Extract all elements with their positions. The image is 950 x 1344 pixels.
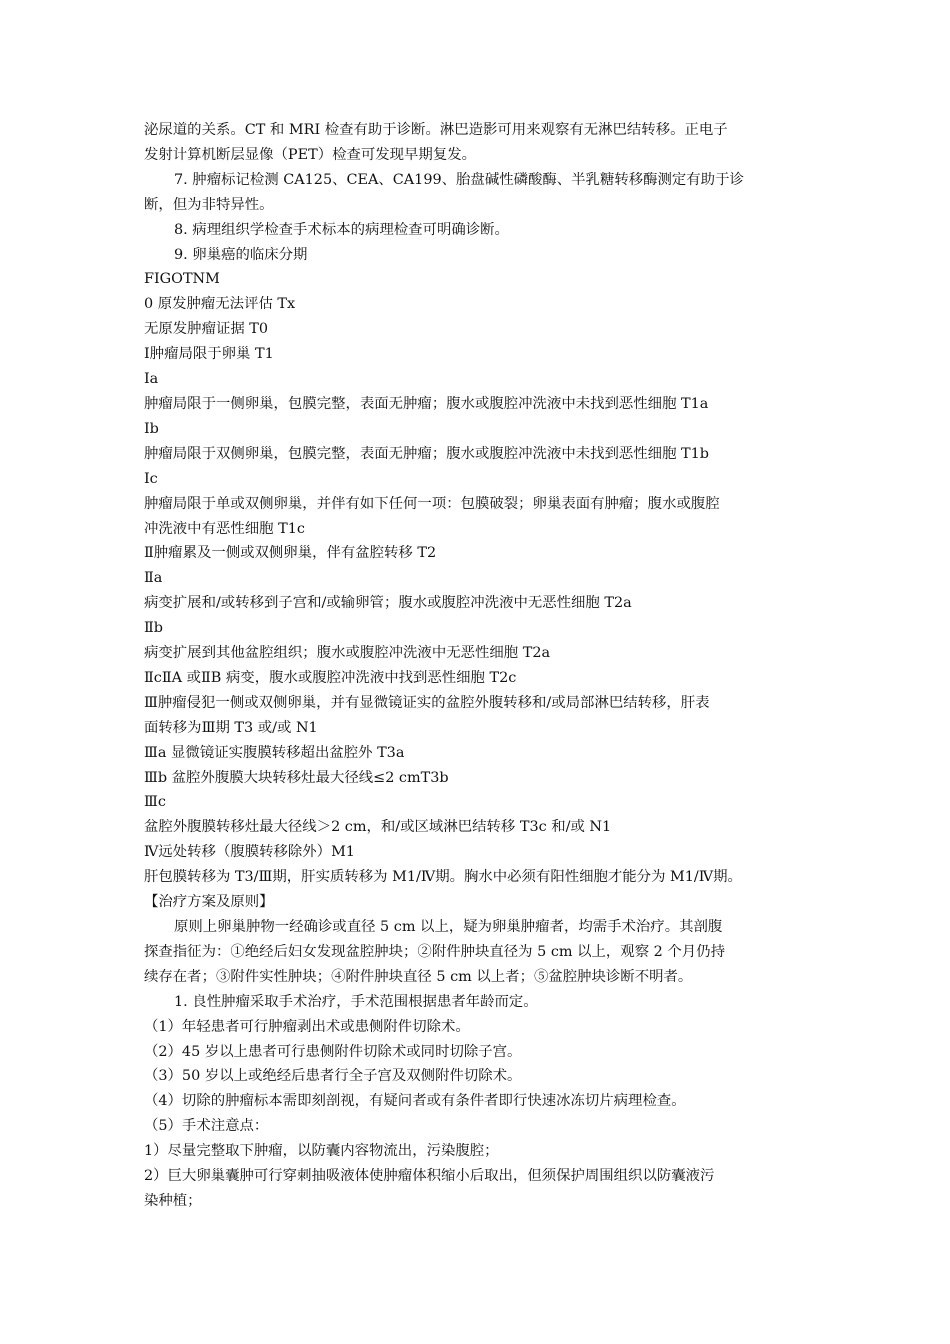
text-line: 2）巨大卵巢囊肿可行穿刺抽吸液体使肿瘤体积缩小后取出，但须保护周围组织以防囊液污 — [144, 1168, 715, 1185]
text-line: 肝包膜转移为 T3/Ⅲ期，肝实质转移为 M1/Ⅳ期。胸水中必须有阳性细胞才能分为 M1/Ⅳ期。 — [144, 869, 742, 886]
text-line: 染种植； — [144, 1192, 202, 1209]
text-line: 0 原发肿瘤无法评估 Tx — [144, 296, 296, 313]
text-line: ⅡcⅡA 或ⅡB 病变，腹水或腹腔冲洗液中找到恶性细胞 T2c — [144, 669, 517, 686]
text-line: 1）尽量完整取下肿瘤，以防囊内容物流出，污染腹腔； — [144, 1143, 499, 1160]
text-line: 病变扩展和/或转移到子宫和/或输卵管；腹水或腹腔冲洗液中无恶性细胞 T2a — [144, 595, 632, 612]
text-line: Ⅲb 盆腔外腹膜大块转移灶最大径线≤2 cmT3b — [144, 769, 449, 786]
text-line: Ⅰ肿瘤局限于卵巢 T1 — [144, 346, 274, 363]
text-line: 探查指征为：①绝经后妇女发现盆腔肿块；②附件肿块直径为 5 cm 以上，观察 2 个月仍持 — [144, 943, 725, 960]
text-line: 肿瘤局限于单或双侧卵巢，并伴有如下任何一项：包膜破裂；卵巢表面有肿瘤；腹水或腹腔 — [144, 495, 720, 512]
text-line: 肿瘤局限于一侧卵巢，包膜完整，表面无肿瘤；腹水或腹腔冲洗液中未找到恶性细胞 T1a — [144, 395, 709, 412]
text-line: Ⅱa — [144, 570, 163, 587]
text-line: Ⅱ肿瘤累及一侧或双侧卵巢，伴有盆腔转移 T2 — [144, 545, 437, 562]
text-line: Ⅲa 显微镜证实腹膜转移超出盆腔外 T3a — [144, 744, 405, 761]
text-line: （4）切除的肿瘤标本需即刻剖视，有疑问者或有条件者即行快速冰冻切片病理检查。 — [144, 1093, 686, 1110]
document-page — [144, 118, 810, 1214]
text-line: 盆腔外腹膜转移灶最大径线＞2 cm，和/或区域淋巴结转移 T3c 和/或 N1 — [144, 819, 612, 836]
text-line: FIGOTNM — [144, 271, 220, 288]
text-line: 9. 卵巢癌的临床分期 — [174, 246, 308, 263]
text-line: 无原发肿瘤证据 T0 — [144, 321, 269, 338]
text-line: 冲洗液中有恶性细胞 T1c — [144, 520, 305, 537]
text-line: 病变扩展到其他盆腔组织；腹水或腹腔冲洗液中无恶性细胞 T2a — [144, 645, 551, 662]
text-line: 1. 良性肿瘤采取手术治疗，手术范围根据患者年龄而定。 — [174, 993, 538, 1010]
text-line: 发射计算机断层显像（PET）检查可发现早期复发。 — [144, 146, 476, 163]
text-line: （5）手术注意点： — [144, 1118, 269, 1135]
text-line: 面转移为Ⅲ期 T3 或/或 N1 — [144, 719, 318, 736]
text-line: （1）年轻患者可行肿瘤剥出术或患侧附件切除术。 — [144, 1018, 470, 1035]
text-line: Ⅰc — [144, 470, 158, 487]
text-line: Ⅰa — [144, 371, 159, 388]
text-line: Ⅲ肿瘤侵犯一侧或双侧卵巢，并有显微镜证实的盆腔外腹转移和/或局部淋巴结转移，肝表 — [144, 694, 710, 711]
text-line: 泌尿道的关系。CT 和 MRI 检查有助于诊断。淋巴造影可用来观察有无淋巴结转移。正电子 — [144, 122, 728, 138]
text-line: （3）50 岁以上或绝经后患者行全子宫及双侧附件切除术。 — [144, 1068, 522, 1085]
text-line: Ⅲc — [144, 794, 166, 811]
text-line: 【治疗方案及原则】 — [144, 894, 274, 911]
text-line: Ⅰb — [144, 420, 159, 437]
text-line: 原则上卵巢肿物一经确诊或直径 5 cm 以上，疑为卵巢肿瘤者，均需手术治疗。其剖腹 — [174, 919, 723, 935]
text-line: Ⅱb — [144, 620, 163, 637]
text-line: 续存在者；③附件实性肿块；④附件肿块直径 5 cm 以上者；⑤盆腔肿块诊断不明者。 — [144, 968, 693, 985]
text-line: 8. 病理组织学检查手术标本的病理检查可明确诊断。 — [174, 221, 509, 238]
text-line: （2）45 岁以上患者可行患侧附件切除术或同时切除子宫。 — [144, 1043, 522, 1060]
text-line: 肿瘤局限于双侧卵巢，包膜完整，表面无肿瘤；腹水或腹腔冲洗液中未找到恶性细胞 T1b — [144, 445, 709, 462]
text-line: 7. 肿瘤标记检测 CA125、CEA、CA199、胎盘碱性磷酸酶、半乳糖转移酶测定有助于诊 — [174, 171, 744, 188]
text-line: 断，但为非特异性。 — [144, 196, 274, 213]
text-line: Ⅳ远处转移（腹膜转移除外）M1 — [144, 844, 355, 861]
